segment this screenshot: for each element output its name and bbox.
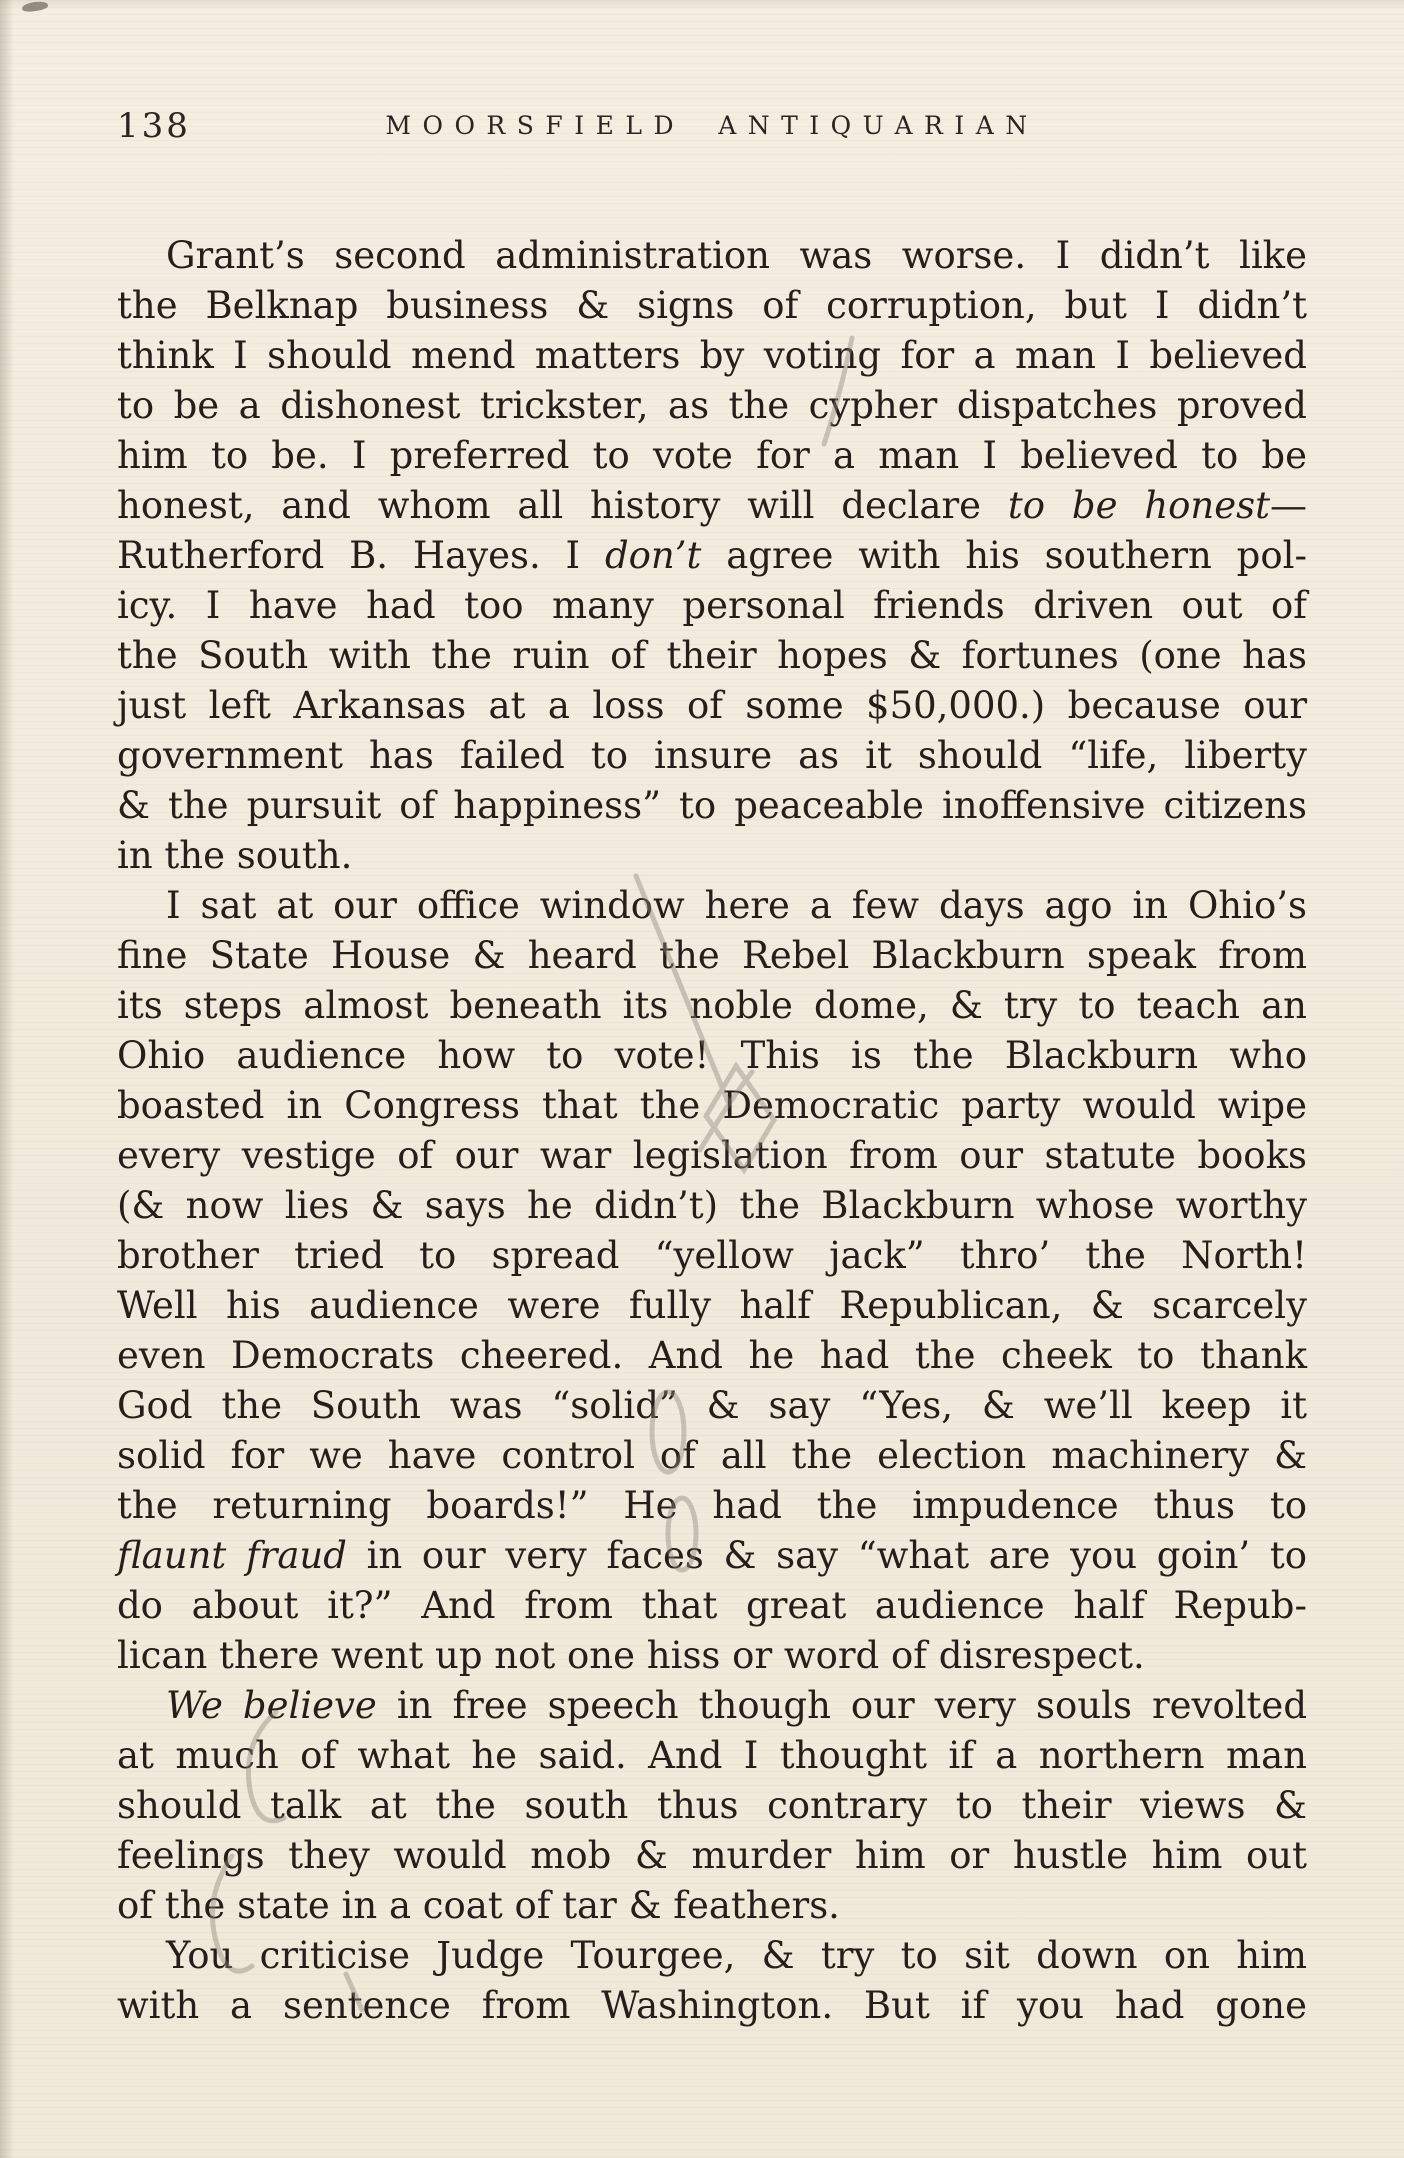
text-line: the Belknap business & signs of corruption, but I didn’t: [117, 284, 1307, 327]
text-line: Ohio audience how to vote! This is the Blackburn who: [117, 1034, 1307, 1077]
text-line: lican there went up not one hiss or word of disrespect.: [117, 1634, 1145, 1677]
text-line: You criticise Judge Tourgee, & try to sit down on him: [166, 1934, 1307, 1977]
text-line: with a sentence from Washington. But if you had gone: [117, 1984, 1307, 2027]
text-line: every vestige of our war legislation from our statute books: [117, 1134, 1307, 1177]
text-line: icy. I have had too many personal friends driven out of: [117, 584, 1307, 627]
paragraph: [117, 881, 1307, 1681]
text-line: feelings they would mob & murder him or hustle him out: [117, 1834, 1307, 1877]
text-line: (& now lies & says he didn’t) the Blackburn whose worthy: [117, 1184, 1307, 1227]
text-line: Well his audience were fully half Republican, & scarcely: [117, 1284, 1307, 1327]
text-line: solid for we have control of all the election machinery &: [117, 1434, 1307, 1477]
paragraph: [117, 231, 1307, 881]
text-line: honest, and whom all history will declare to be honest—: [117, 484, 1308, 527]
text-line: flaunt fraud in our very faces & say “what are you goin’ to: [117, 1534, 1307, 1577]
text-line: the South with the ruin of their hopes & fortunes (one has: [117, 634, 1307, 677]
text-line: brother tried to spread “yellow jack” thro’ the North!: [117, 1234, 1307, 1277]
text-line: in the south.: [117, 834, 353, 877]
text-line: & the pursuit of happiness” to peaceable inoffensive citizens: [117, 784, 1307, 827]
text-line: boasted in Congress that the Democratic party would wipe: [117, 1084, 1307, 1127]
text-line: God the South was “solid” & say “Yes, & we’ll keep it: [117, 1384, 1307, 1427]
text-line: should talk at the south thus contrary to their views &: [117, 1784, 1307, 1827]
text-line: just left Arkansas at a loss of some $50,000.) because our: [117, 684, 1307, 727]
scan-speck: [22, 0, 49, 13]
text-line: its steps almost beneath its noble dome, & try to teach an: [117, 984, 1307, 1027]
text-line: We believe in free speech though our very souls revolted: [166, 1684, 1307, 1727]
text-line: at much of what he said. And I thought if a northern man: [117, 1734, 1307, 1777]
paragraph: [117, 1931, 1307, 2031]
text-line: I sat at our office window here a few days ago in Ohio’s: [166, 884, 1307, 927]
text-line: Grant’s second administration was worse. I didn’t like: [166, 234, 1307, 277]
text-line: him to be. I preferred to vote for a man I believed to be: [117, 434, 1307, 477]
text-line: Rutherford B. Hayes. I don’t agree with his southern pol-: [117, 534, 1307, 577]
paragraph: [117, 1681, 1307, 1931]
text-line: think I should mend matters by voting for a man I believed: [117, 334, 1307, 377]
page-head: [117, 106, 1307, 146]
page-body: [117, 231, 1307, 2031]
text-line: even Democrats cheered. And he had the cheek to thank: [117, 1334, 1307, 1377]
text-line: government has failed to insure as it should “life, liberty: [117, 734, 1307, 777]
text-line: to be a dishonest trickster, as the cypher dispatches proved: [117, 384, 1307, 427]
page-number: 138: [117, 106, 191, 146]
running-header: MOORSFIELD ANTIQUARIAN: [385, 111, 1039, 140]
text-line: the returning boards!” He had the impudence thus to: [117, 1484, 1307, 1527]
text-line: fine State House & heard the Rebel Blackburn speak from: [117, 934, 1307, 977]
text-line: of the state in a coat of tar & feathers.: [117, 1884, 840, 1927]
text-line: do about it?” And from that great audience half Repub-: [117, 1584, 1307, 1627]
